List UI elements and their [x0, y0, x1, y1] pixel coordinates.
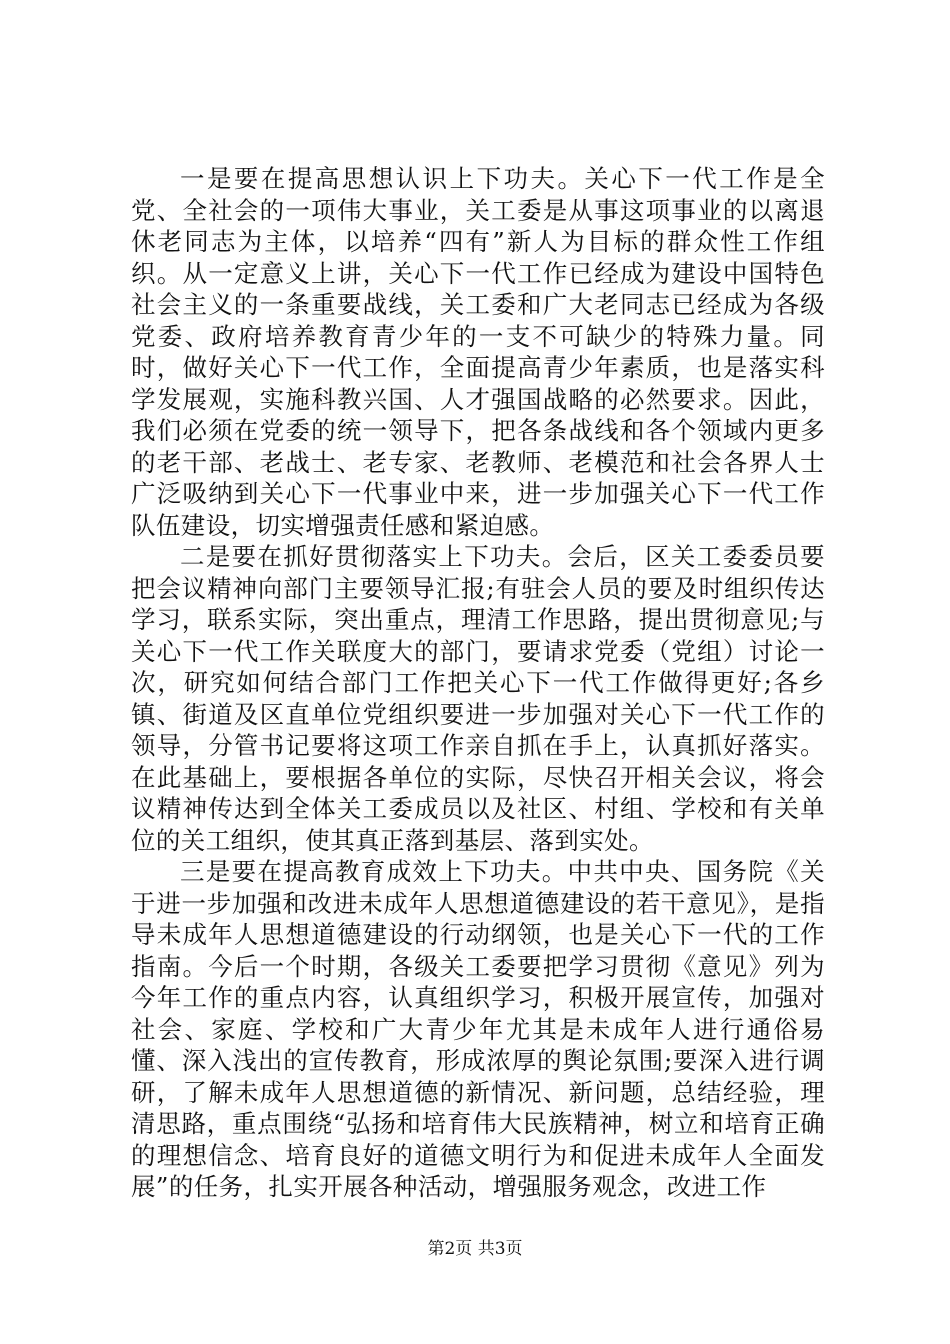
body-text — [131, 163, 825, 1203]
paragraph-1: 一是要在提高思想认识上下功夫。关心下一代工作是全党、全社会的一项伟大事业，关工委是从事这项事业的以离退休老同志为主体，以培养“四有”新人为目标的群众性工作组织。从一定意义上讲，关心下一代工作已经成为建设中国特色社会主义的一条重要战线，关工委和广大老同志已经成为各级党委、政府培养教育青少年的一支不可缺少的特殊力量。同时，做好关心下一代工作，全面提高青少年素质，也是落实科学发展观，实施科教兴国、人才强国战略的必然要求。因此，我们必须在党委的统一领导下，把各条战线和各个领域内更多的老干部、老战士、老专家、老教师、老模范和社会各界人士广泛吸纳到关心下一代事业中来，进一步加强关心下一代工作队伍建设，切实增强责任感和紧迫感。 — [131, 164, 825, 540]
page-number-label: 第2页 共3页 — [427, 1239, 523, 1259]
page-footer — [0, 1238, 950, 1260]
paragraph-2: 二是要在抓好贯彻落实上下功夫。会后，区关工委委员要把会议精神向部门主要领导汇报;有驻会人员的要及时组织传达学习，联系实际，突出重点，理清工作思路，提出贯彻意见;与关心下一代工作关联度大的部门，要请求党委（党组）讨论一次，研究如何结合部门工作把关心下一代工作做得更好;各乡镇、街道及区直单位党组织要进一步加强对关心下一代工作的领导，分管书记要将这项工作亲自抓在手上，认真抓好落实。在此基础上，要根据各单位的实际，尽快召开相关会议，将会议精神传达到全体关工委成员以及社区、村组、学校和有关单位的关工组织，使其真正落到基层、落到实处。 — [131, 542, 825, 855]
paragraph-3: 三是要在提高教育成效上下功夫。中共中央、国务院《关于进一步加强和改进未成年人思想道德建设的若干意见》，是指导未成年人思想道德建设的行动纲领，也是关心下一代的工作指南。今后一个时期，各级关工委要把学习贯彻《意见》列为今年工作的重点内容，认真组织学习，积极开展宣传，加强对社会、家庭、学校和广大青少年尤其是未成年人进行通俗易懂、深入浅出的宣传教育，形成浓厚的舆论氛围;要深入进行调研，了解未成年人思想道德的新情况、新问题，总结经验，理清思路，重点围绕“弘扬和培育伟大民族精神，树立和培育正确的理想信念、培育良好的道德文明行为和促进未成年人全面发展”的任务，扎实开展各种活动，增强服务观念，改进工作 — [131, 857, 825, 1201]
